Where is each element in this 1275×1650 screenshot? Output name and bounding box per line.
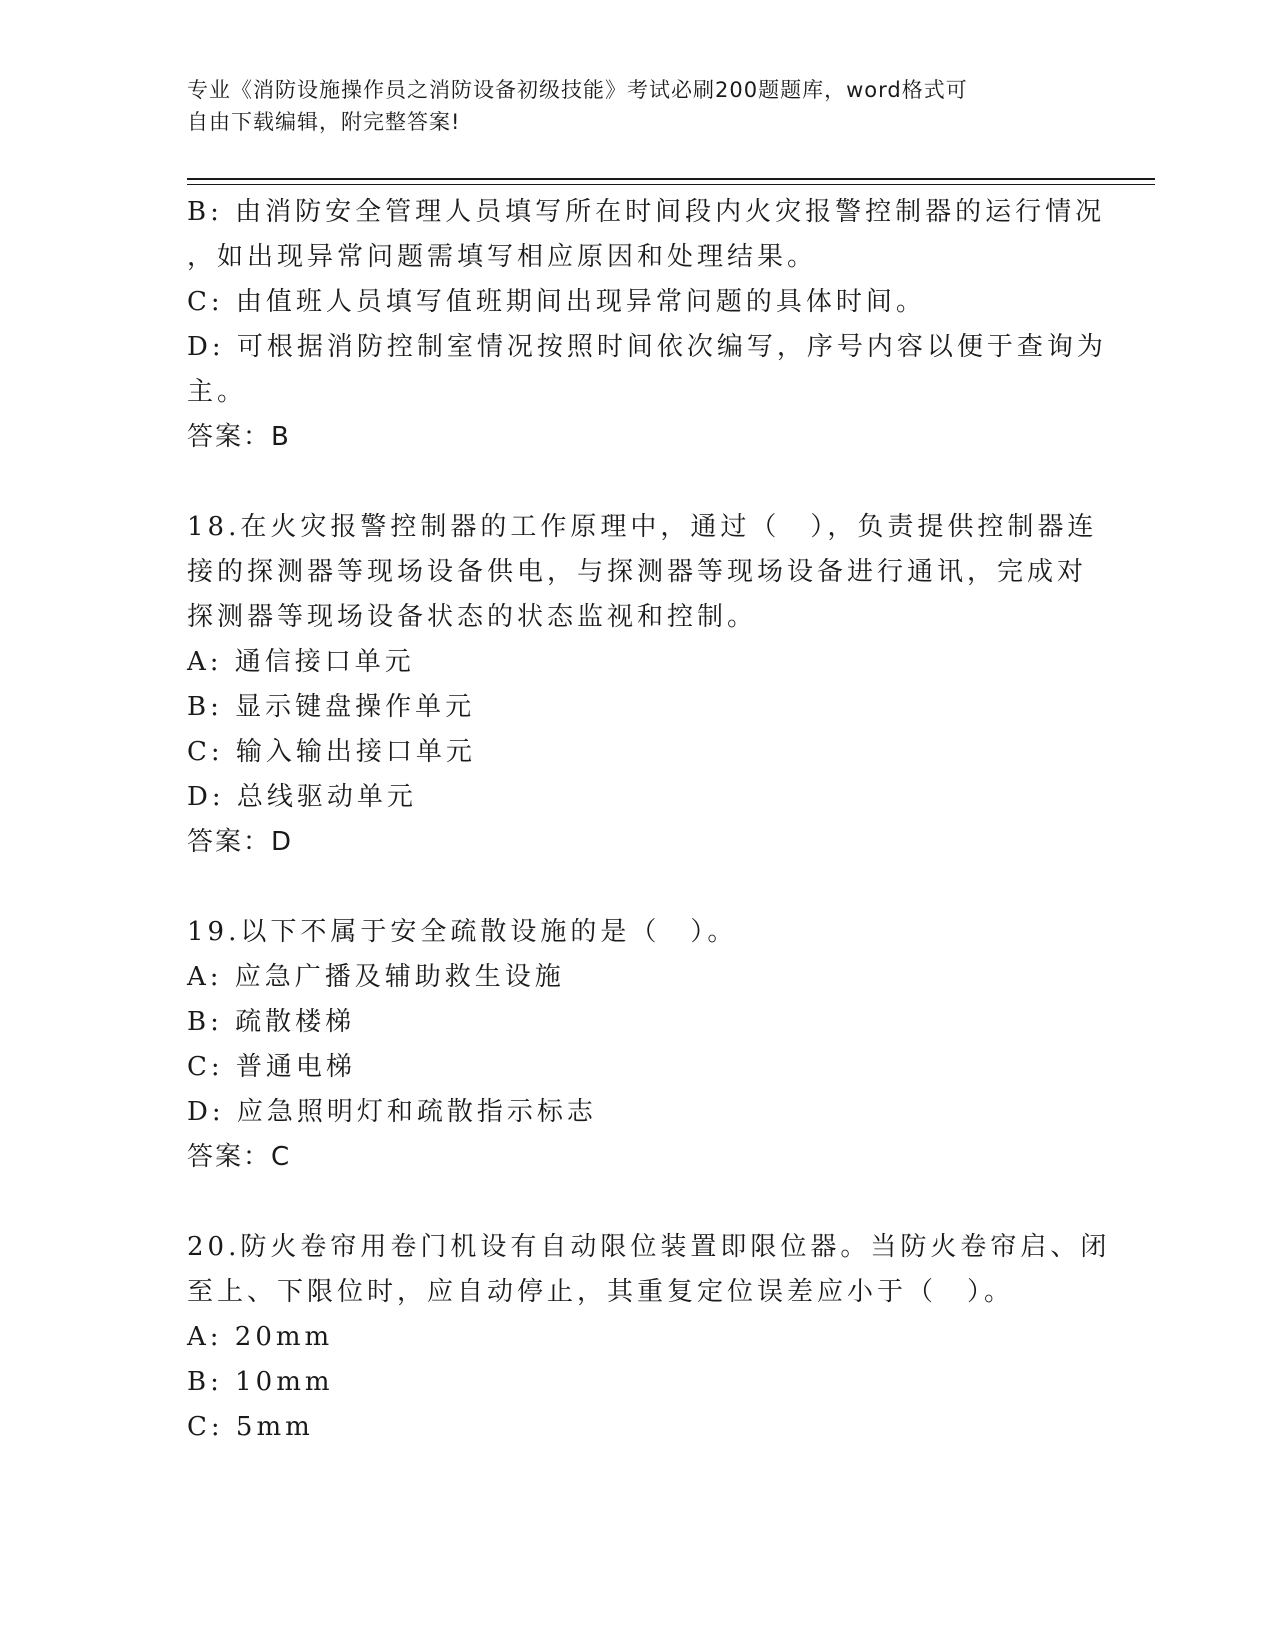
q17-option-d-line-2: 主。	[187, 377, 248, 407]
q19-option-d: D: 应急照明灯和疏散指示标志	[187, 1097, 597, 1127]
q18-answer: 答案：D	[187, 827, 294, 857]
question-18	[187, 505, 1098, 865]
q19-stem-line-1: 19.以下不属于安全疏散设施的是（ ）。	[187, 917, 738, 947]
q18-stem-line-3: 探测器等现场设备状态的状态监视和控制。	[187, 602, 758, 632]
header-line-1: 专业《消防设施操作员之消防设备初级技能》考试必刷200题题库，word格式可	[187, 78, 968, 102]
header-line-2: 自由下载编辑，附完整答案!	[187, 110, 461, 134]
q17-option-d-line-1: D: 可根据消防控制室情况按照时间依次编写，序号内容以便于查询为	[187, 332, 1107, 362]
q18-stem-line-1: 18.在火灾报警控制器的工作原理中，通过（ ），负责提供控制器连	[187, 512, 1098, 542]
question-17-tail	[187, 190, 1107, 460]
q20-option-b: B: 10mm	[187, 1367, 334, 1397]
q17-answer: 答案：B	[187, 422, 291, 452]
document-header	[187, 74, 1067, 138]
q20-option-c: C: 5mm	[187, 1412, 314, 1442]
q18-stem-line-2: 接的探测器等现场设备供电，与探测器等现场设备进行通讯，完成对	[187, 557, 1088, 587]
q18-option-d: D: 总线驱动单元	[187, 782, 417, 812]
q17-option-b-line-2: ，如出现异常问题需填写相应原因和处理结果。	[187, 242, 818, 272]
spacer	[187, 865, 1087, 910]
header-rule-thin	[187, 184, 1155, 185]
spacer	[187, 460, 1087, 505]
q20-option-a: A: 20mm	[187, 1322, 334, 1352]
q18-option-b: B: 显示键盘操作单元	[187, 692, 476, 722]
question-20	[187, 1225, 1111, 1450]
q20-stem-line-1: 20.防火卷帘用卷门机设有自动限位装置即限位器。当防火卷帘启、闭	[187, 1232, 1111, 1262]
q19-option-a: A: 应急广播及辅助救生设施	[187, 962, 565, 992]
q20-stem-line-2: 至上、下限位时，应自动停止，其重复定位误差应小于（ ）。	[187, 1277, 1015, 1307]
q19-option-c: C: 普通电梯	[187, 1052, 356, 1082]
spacer	[187, 1180, 1087, 1225]
q18-option-c: C: 输入输出接口单元	[187, 737, 476, 767]
question-19	[187, 910, 1087, 1180]
question-content	[187, 190, 1111, 1450]
q17-option-b-line-1: B: 由消防安全管理人员填写所在时间段内火灾报警控制器的运行情况	[187, 197, 1106, 227]
header-rule-thick	[187, 178, 1155, 180]
q19-option-b: B: 疏散楼梯	[187, 1007, 356, 1037]
q17-option-c: C: 由值班人员填写值班期间出现异常问题的具体时间。	[187, 287, 926, 317]
q19-answer: 答案：C	[187, 1142, 292, 1172]
q18-option-a: A: 通信接口单元	[187, 647, 415, 677]
